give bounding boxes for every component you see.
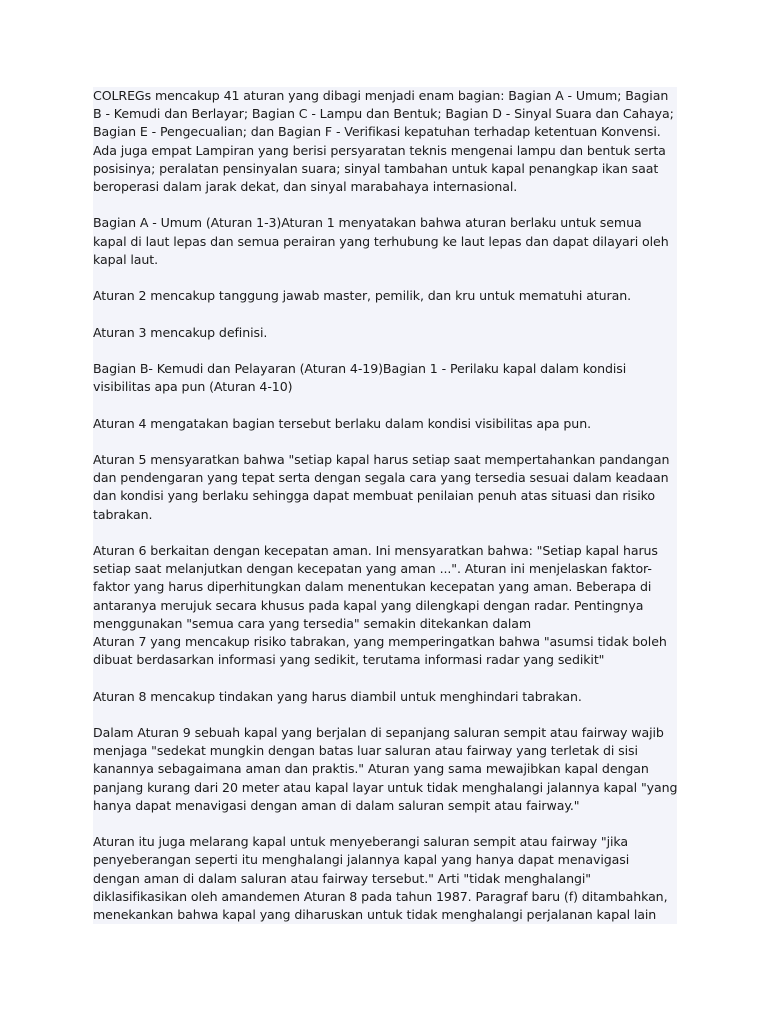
paragraph-text-line: dan kondisi yang berlaku sehingga dapat membuat penilaian penuh atas situasi dan risiko (93, 488, 656, 504)
document-paragraph (93, 542, 677, 669)
paragraph-text-line: beroperasi dalam jarak dekat, dan sinyal marabahaya internasional. (93, 179, 518, 195)
paragraph-text-line: Aturan 6 berkaitan dengan kecepatan aman. Ini mensyaratkan bahwa: "Setiap kapal harus (93, 542, 658, 558)
paragraph-text-line: Aturan 7 yang mencakup risiko tabrakan, yang memperingatkan bahwa "asumsi tidak boleh (93, 633, 667, 649)
paragraph-text-line: visibilitas apa pun (Aturan 4-10) (93, 379, 293, 395)
paragraph-text-line: dengan aman di dalam saluran atau fairway tersebut." Arti "tidak menghalangi" (93, 870, 591, 886)
paragraph-text-line: diklasifikasikan oleh amandemen Aturan 8 pada tahun 1987. Paragraf baru (f) ditambahkan, (93, 888, 668, 904)
paragraph-text-line: penyeberangan seperti itu menghalangi jalannya kapal yang hanya dapat menavigasi (93, 852, 630, 868)
paragraph-text-line: menjaga "sedekat mungkin dengan batas luar saluran atau fairway yang terletak di sisi (93, 743, 638, 759)
paragraph-text-line: Aturan 2 mencakup tanggung jawab master, pemilik, dan kru untuk mematuhi aturan. (93, 288, 632, 304)
document-paragraph (93, 415, 677, 433)
paragraph-text-line: Aturan itu juga melarang kapal untuk menyeberangi saluran sempit atau fairway "jika (93, 834, 629, 850)
paragraph-text-line: Aturan 8 mencakup tindakan yang harus diambil untuk menghindari tabrakan. (93, 688, 582, 704)
paragraph-text-line: menggunakan "semua cara yang tersedia" semakin ditekankan dalam (93, 615, 532, 631)
paragraph-text-line: B - Kemudi dan Berlayar; Bagian C - Lampu dan Bentuk; Bagian D - Sinyal Suara dan Cahaya; (93, 106, 674, 122)
paragraph-text-line: Bagian E - Pengecualian; dan Bagian F - Verifikasi kepatuhan terhadap ketentuan Konvensi. (93, 124, 661, 140)
paragraph-text-line: Aturan 4 mengatakan bagian tersebut berlaku dalam kondisi visibilitas apa pun. (93, 415, 591, 431)
document-paragraph (93, 324, 677, 342)
paragraph-text-line: Dalam Aturan 9 sebuah kapal yang berjalan di sepanjang saluran sempit atau fairway wajib (93, 724, 664, 740)
paragraph-text-line: antaranya merujuk secara khusus pada kapal yang dilengkapi dengan radar. Pentingnya (93, 597, 644, 613)
document-paragraph (93, 451, 677, 524)
document-paragraph (93, 214, 677, 269)
paragraph-text-line: setiap saat melanjutkan dengan kecepatan yang aman ...". Aturan ini menjelaskan faktor- (93, 561, 652, 577)
document-paragraph (93, 87, 677, 196)
paragraph-text-line: Aturan 5 mensyaratkan bahwa "setiap kapal harus setiap saat mempertahankan pandangan (93, 451, 670, 467)
paragraph-text-line: dibuat berdasarkan informasi yang sedikit, terutama informasi radar yang sedikit" (93, 652, 605, 668)
document-paragraph (93, 287, 677, 305)
paragraph-text-line: dan pendengaran yang tepat serta dengan segala cara yang tersedia sesuai dalam keadaan (93, 470, 669, 486)
paragraph-text-line: kanannya sebagaimana aman dan praktis." Aturan yang sama mewajibkan kapal dengan (93, 761, 649, 777)
document-paragraph (93, 360, 677, 396)
paragraph-text-line: Aturan 3 mencakup definisi. (93, 324, 268, 340)
paragraph-text-line: COLREGs mencakup 41 aturan yang dibagi menjadi enam bagian: Bagian A - Umum; Bagian (93, 88, 669, 103)
document-paragraph (93, 688, 677, 706)
paragraph-text-line: Ada juga empat Lampiran yang berisi persyaratan teknis mengenai lampu dan bentuk serta (93, 142, 666, 158)
document-page (93, 87, 677, 924)
document-paragraph (93, 724, 677, 815)
paragraph-text-line: hanya dapat menavigasi dengan aman di dalam saluran sempit atau fairway." (93, 797, 580, 813)
paragraph-text-line: Bagian A - Umum (Aturan 1-3)Aturan 1 menyatakan bahwa aturan berlaku untuk semua (93, 215, 642, 231)
paragraph-text-line: tabrakan. (93, 506, 153, 522)
paragraph-text-line: kapal laut. (93, 251, 159, 267)
paragraph-text-line: kapal di laut lepas dan semua perairan yang terhubung ke laut lepas dan dapat dilayari oleh (93, 233, 669, 249)
paragraph-text-line: faktor yang harus diperhitungkan dalam menentukan kecepatan yang aman. Beberapa di (93, 579, 652, 595)
paragraph-text-line: panjang kurang dari 20 meter atau kapal layar untuk tidak menghalangi jalannya kapal "yang (93, 779, 678, 795)
paragraph-text-line: posisinya; peralatan pensinyalan suara; sinyal tambahan untuk kapal penangkap ikan saat (93, 160, 659, 176)
document-paragraph (93, 833, 677, 924)
paragraph-text-line: Bagian B- Kemudi dan Pelayaran (Aturan 4-19)Bagian 1 - Perilaku kapal dalam kondisi (93, 360, 627, 376)
paragraph-text-line: menekankan bahwa kapal yang diharuskan untuk tidak menghalangi perjalanan kapal lain (93, 906, 657, 922)
